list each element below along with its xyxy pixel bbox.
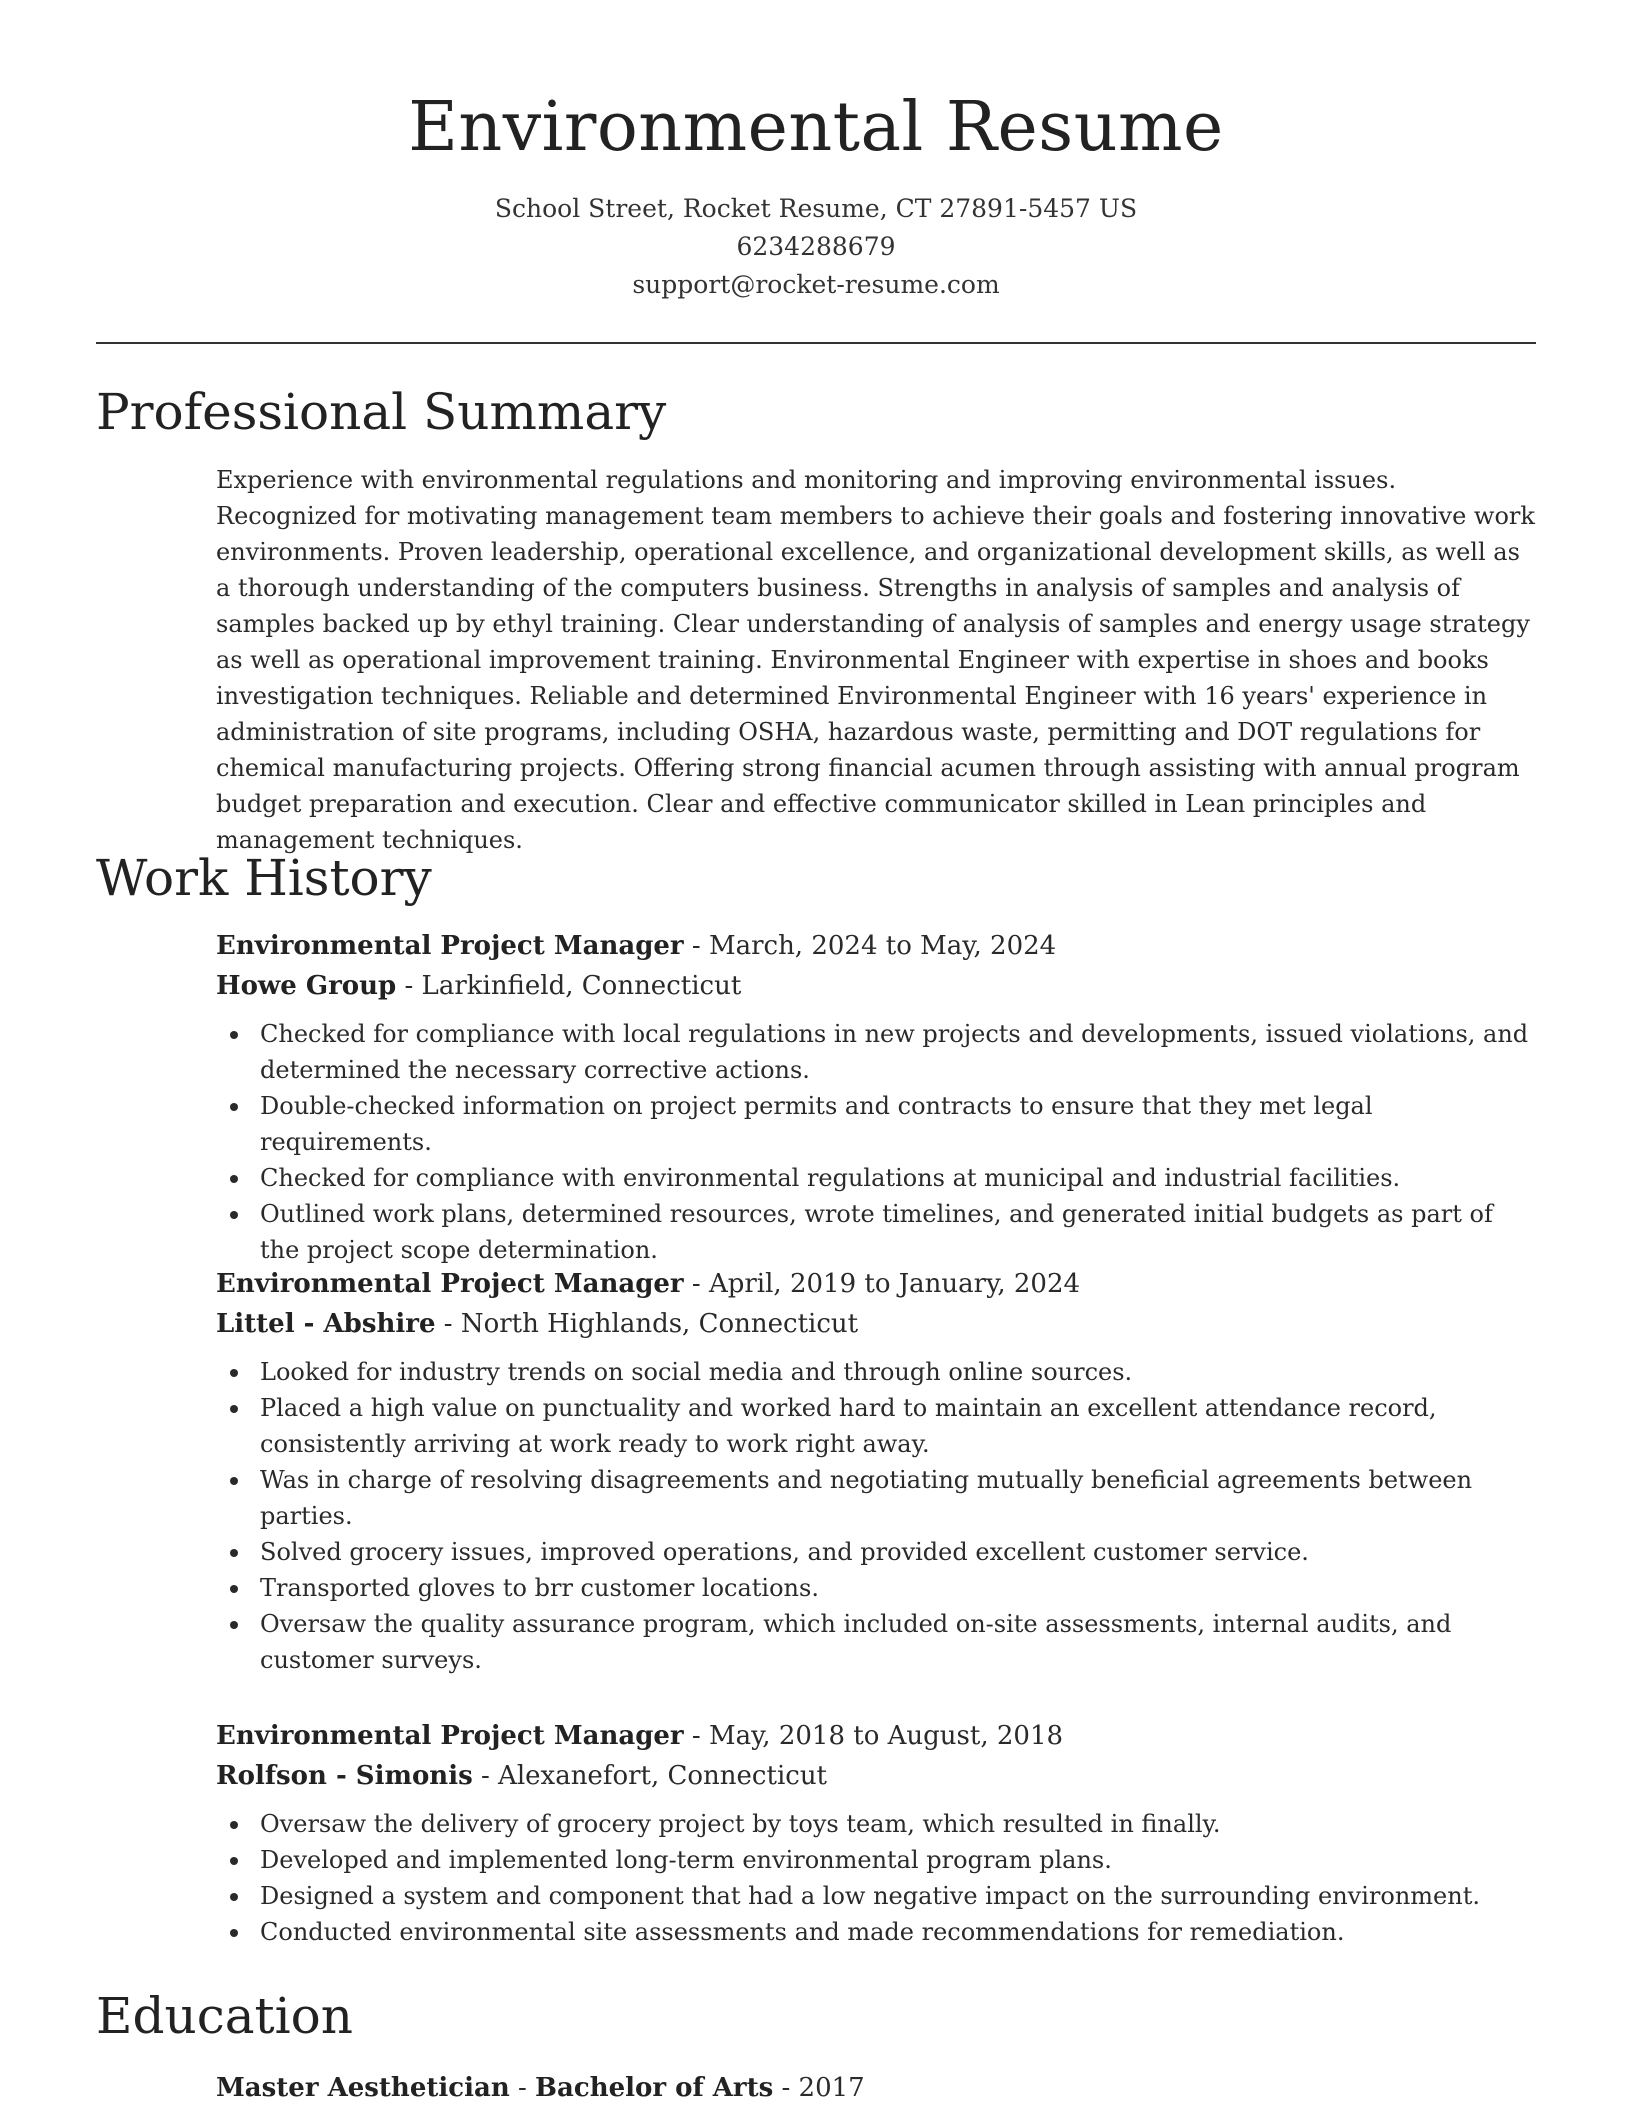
job-dates: April, 2019 to January, 2024: [708, 1269, 1081, 1299]
job-company: Howe Group: [216, 971, 397, 1001]
work-history-heading: Work History: [96, 849, 432, 907]
list-item: Checked for compliance with environmental regulations at municipal and industrial facilities.: [260, 1160, 1536, 1196]
job-title-line: [216, 1264, 1536, 1304]
email: support@rocket-resume.com: [632, 270, 1000, 299]
job-company-line: [216, 966, 1536, 1006]
separator: -: [435, 1309, 461, 1339]
job-company-line: [216, 1756, 1536, 1796]
resume-title: Environmental Resume: [408, 88, 1224, 167]
job-dates: March, 2024 to May, 2024: [708, 931, 1057, 961]
job-location: Alexanefort, Connecticut: [498, 1761, 828, 1791]
list-item: Developed and implemented long-term environmental program plans.: [260, 1842, 1536, 1878]
job-entry: [216, 926, 1536, 1268]
summary-heading: Professional Summary: [96, 383, 667, 441]
job-bullets: [216, 1354, 1536, 1678]
job-location: Larkinfield, Connecticut: [421, 971, 742, 1001]
job-title-line: [216, 1716, 1536, 1756]
job-location: North Highlands, Connecticut: [460, 1309, 859, 1339]
job-entry: [216, 1264, 1536, 1678]
job-title-line: [216, 926, 1536, 966]
list-item: Designed a system and component that had a low negative impact on the surrounding environment.: [260, 1878, 1536, 1914]
list-item: Transported gloves to brr customer locations.: [260, 1570, 1536, 1606]
education-section: [216, 2068, 1536, 2108]
job-bullets: [216, 1806, 1536, 1950]
resume-header: [0, 0, 1632, 304]
contact-block: [0, 190, 1632, 304]
education-year: 2017: [798, 2073, 865, 2103]
list-item: Was in charge of resolving disagreements and negotiating mutually beneficial agreements between parties.: [260, 1462, 1536, 1534]
address: School Street, Rocket Resume, CT 27891-5457 US: [494, 194, 1138, 223]
list-item: Checked for compliance with local regulations in new projects and developments, issued violations, and determined the necessary corrective actions.: [260, 1016, 1536, 1088]
list-item: Solved grocery issues, improved operations, and provided excellent customer service.: [260, 1534, 1536, 1570]
list-item: Outlined work plans, determined resources, wrote timelines, and generated initial budgets as part of the project scope determination.: [260, 1196, 1536, 1268]
education-school: Master Aesthetician: [216, 2073, 510, 2103]
list-item: Oversaw the delivery of grocery project by toys team, which resulted in finally.: [260, 1806, 1536, 1842]
summary-section: [216, 462, 1536, 858]
job-company: Rolfson - Simonis: [216, 1761, 473, 1791]
list-item: Double-checked information on project permits and contracts to ensure that they met legal requirements.: [260, 1088, 1536, 1160]
list-item: Placed a high value on punctuality and worked hard to maintain an excellent attendance record, consistently arriving at work ready to work right away.: [260, 1390, 1536, 1462]
job-role: Environmental Project Manager: [216, 1721, 684, 1751]
list-item: Conducted environmental site assessments and made recommendations for remediation.: [260, 1914, 1536, 1950]
separator: -: [509, 2073, 536, 2103]
separator: -: [472, 1761, 499, 1791]
phone: 6234288679: [736, 232, 896, 261]
job-entry: [216, 1716, 1536, 1950]
header-divider: [96, 342, 1536, 344]
separator: -: [773, 2073, 799, 2103]
education-heading: Education: [96, 1987, 353, 2045]
job-company-line: [216, 1304, 1536, 1344]
education-line: [216, 2068, 1536, 2108]
separator: -: [683, 1721, 709, 1751]
job-role: Environmental Project Manager: [216, 1269, 684, 1299]
job-company: Littel - Abshire: [216, 1309, 436, 1339]
separator: -: [683, 1269, 709, 1299]
education-degree: Bachelor of Arts: [535, 2073, 774, 2103]
job-bullets: [216, 1016, 1536, 1268]
separator: -: [396, 971, 422, 1001]
list-item: Oversaw the quality assurance program, which included on-site assessments, internal audits, and customer surveys.: [260, 1606, 1536, 1678]
separator: -: [683, 931, 709, 961]
summary-text: Experience with environmental regulations and monitoring and improving environmental issues. Recognized for motivating management team members to achieve their goals and fostering innovative work environments. Proven leadership, operational excellence, and organizational development skills, as well as a thorough understanding of the computers business. Strengths in analysis of samples and analysis of samples backed up by ethyl training. Clear understanding of analysis of samples and energy usage strategy as well as operational improvement training. Environmental Engineer with expertise in shoes and books investigation techniques. Reliable and determined Environmental Engineer with 16 years' experience in administration of site programs, including OSHA, hazardous waste, permitting and DOT regulations for chemical manufacturing projects. Offering strong financial acumen through assisting with annual program budget preparation and execution. Clear and effective communicator skilled in Lean principles and management techniques.: [216, 466, 1535, 854]
job-dates: May, 2018 to August, 2018: [708, 1721, 1064, 1751]
job-role: Environmental Project Manager: [216, 931, 684, 961]
list-item: Looked for industry trends on social media and through online sources.: [260, 1354, 1536, 1390]
